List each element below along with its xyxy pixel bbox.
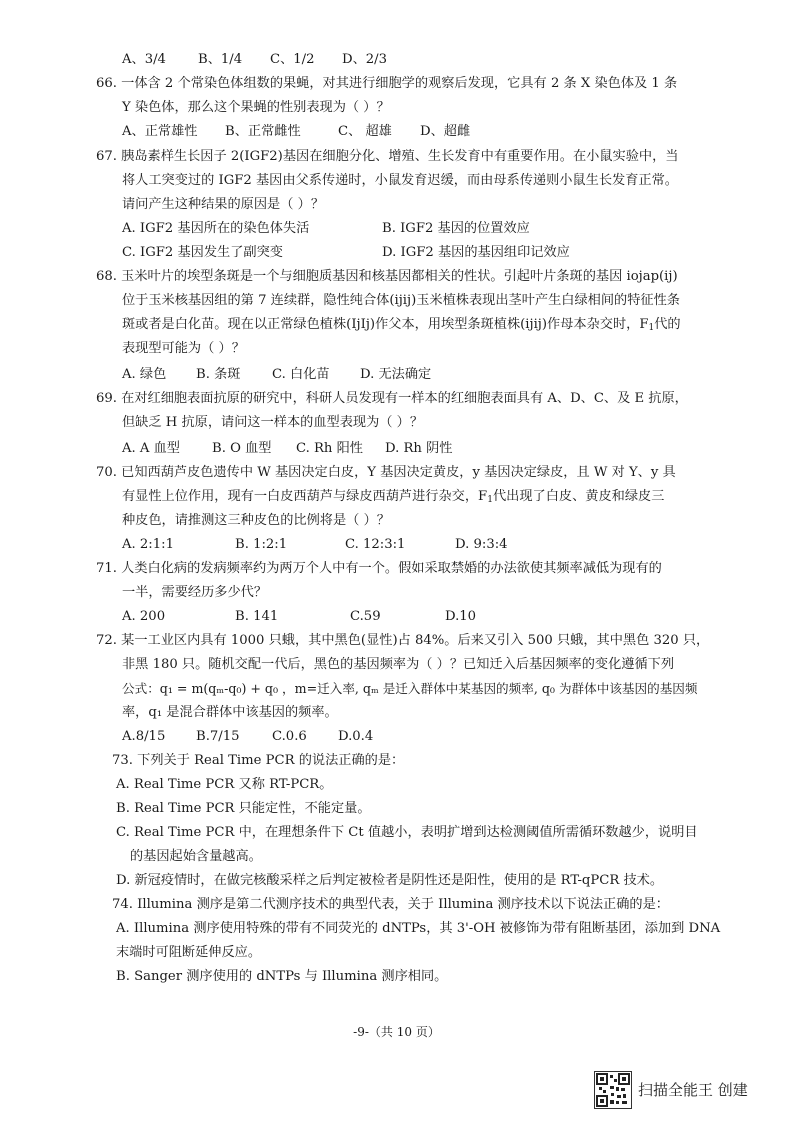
- q68-option-d: D. 无法确定: [360, 367, 432, 382]
- q65-option-d: D、2/3: [342, 52, 387, 67]
- q72-stem-line2: 非黑 180 只。随机交配一代后，黑色的基因频率为（ ）？已知迁入后基因频率的变化遵循下列: [122, 657, 675, 672]
- q65-option-c: C、1/2: [270, 52, 315, 67]
- q73-stem: 73. 下列关于 Real Time PCR 的说法正确的是：: [112, 753, 405, 768]
- q68-option-a: A. 绿色: [122, 367, 167, 382]
- q69-stem-line2: 但缺乏 H 抗原，请问这一样本的血型表现为（ ）？: [122, 415, 424, 430]
- page-number: -9-（共 10 页）: [353, 1025, 440, 1039]
- q68-option-c: C. 白化苗: [272, 367, 330, 382]
- q68-stem-line2: 位于玉米核基因组的第 7 连续群，隐性纯合体(ijij)玉米植株表现出茎叶产生白绿相间的特征性条: [122, 293, 680, 308]
- q71-option-c: C.59: [350, 609, 381, 624]
- q72-stem-line1: 72. 某一工业区内具有 1000 只蛾，其中黑色(显性)占 84%。后来又引入 500 只蛾，其中黑色 320 只，: [96, 633, 710, 648]
- q73-option-a: A. Real Time PCR 又称 RT-PCR。: [116, 777, 333, 792]
- q66-option-b: B、正常雌性: [225, 124, 301, 139]
- q73-option-c-line1: C. Real Time PCR 中，在理想条件下 Ct 值越小，表明扩增到达检测阈值所需循环数越少，说明目: [116, 825, 698, 840]
- q66-option-a: A、正常雄性: [122, 124, 198, 139]
- q71-option-a: A. 200: [122, 609, 166, 624]
- q69-option-b: B. O 血型: [212, 441, 272, 456]
- q70-stem-line2: 有显性上位作用，现有一白皮西葫芦与绿皮西葫芦进行杂交，$F_1$代出现了白皮、黄皮和绿皮三: [122, 489, 665, 505]
- q73-option-b: B. Real Time PCR 只能定性，不能定量。: [116, 801, 371, 816]
- q72-option-c: C.0.6: [272, 729, 307, 744]
- q74-option-a-line2: 末端时可阻断延伸反应。: [116, 945, 262, 960]
- q66-option-c: C、 超雄: [338, 124, 392, 139]
- q66-stem-line2: Y 染色体，那么这个果蝇的性别表现为（ ）？: [122, 100, 390, 115]
- q69-option-d: D. Rh 阴性: [385, 441, 453, 456]
- q67-stem-line3: 请问产生这种结果的原因是（ ）？: [122, 197, 325, 212]
- q72-stem-line3: 公式：q₁ = m(qₘ-q₀) + q₀ ，m=迁入率, qₘ 是迁入群体中某基因的频率, q₀ 为群体中该基因的基因频: [122, 681, 698, 696]
- q70-option-b: B. 1:2:1: [235, 537, 288, 552]
- q71-option-d: D.10: [445, 609, 477, 624]
- q67-option-b: B. IGF2 基因的位置效应: [382, 221, 530, 236]
- q68-option-b: B. 条斑: [196, 367, 241, 382]
- q67-stem-line1: 67. 胰岛素样生长因子 2(IGF2)基因在细胞分化、增殖、生长发育中有重要作用。在小鼠实验中，当: [96, 149, 679, 164]
- q72-option-a: A.8/15: [122, 729, 166, 744]
- q74-option-a-line1: A. Illumina 测序使用特殊的带有不同荧光的 dNTPs，其 3'-OH 被修饰为带有阻断基团，添加到 DNA: [116, 921, 721, 936]
- q70-option-c: C. 12:3:1: [345, 537, 406, 552]
- q70-option-d: D. 9:3:4: [455, 537, 508, 552]
- q72-option-d: D.0.4: [338, 729, 374, 744]
- q73-option-c-line2: 的基因起始含量越高。: [130, 849, 262, 864]
- scanner-watermark: [594, 1071, 784, 1111]
- q69-stem-line1: 69. 在对红细胞表面抗原的研究中，科研人员发现有一样本的红细胞表面具有 A、D、C、及 E 抗原，: [96, 391, 688, 406]
- q73-option-d: D. 新冠疫情时，在做完核酸采样之后判定被检者是阴性还是阳性，使用的是 RT-qPCR 技术。: [116, 873, 664, 888]
- q65-option-a: A、3/4: [122, 52, 166, 67]
- q70-stem-line1: 70. 已知西葫芦皮色遗传中 W 基因决定白皮，Y 基因决定黄皮，y 基因决定绿皮，且 W 对 Y、y 具: [96, 465, 676, 480]
- q67-option-a: A. IGF2 基因所在的染色体失活: [122, 221, 310, 236]
- q67-stem-line2: 将人工突变过的 IGF2 基因由父系传递时，小鼠发育迟缓，而由母系传递则小鼠生长发育正常。: [122, 173, 678, 188]
- q68-stem-line3: 斑或者是白化苗。现在以正常绿色植株(IjIj)作父本，用埃型条斑植株(ijij)作母本杂交时，$F_1$代的: [122, 317, 681, 333]
- q72-stem-line4: 率，q₁ 是混合群体中该基因的频率。: [122, 705, 338, 720]
- q71-stem-line1: 71. 人类白化病的发病频率约为两万个人中有一个。假如采取禁婚的办法欲使其频率减低为现有的: [96, 561, 662, 576]
- q67-option-d: D. IGF2 基因的基因组印记效应: [382, 245, 570, 260]
- q71-option-b: B. 141: [235, 609, 279, 624]
- q74-stem: 74. Illumina 测序是第二代测序技术的典型代表，关于 Illumina 测序技术以下说法正确的是：: [112, 897, 669, 912]
- q70-stem-line3: 种皮色，请推测这三种皮色的比例将是（ ）？: [122, 513, 390, 528]
- watermark-text: 扫描全能王 创建: [638, 1081, 748, 1099]
- q66-stem-line1: 66. 一体含 2 个常染色体组数的果蝇，对其进行细胞学的观察后发现，它具有 2 条 X 染色体及 1 条: [96, 76, 678, 91]
- q67-option-c: C. IGF2 基因发生了副突变: [122, 245, 283, 260]
- q69-option-c: C. Rh 阳性: [296, 441, 363, 456]
- q65-option-b: B、1/4: [198, 52, 243, 67]
- q69-option-a: A. A 血型: [122, 441, 180, 456]
- q71-stem-line2: 一半，需要经历多少代？: [122, 585, 268, 600]
- q70-option-a: A. 2:1:1: [122, 537, 174, 552]
- q74-option-b: B. Sanger 测序使用的 dNTPs 与 Illumina 测序相同。: [116, 969, 448, 984]
- q66-option-d: D、超雌: [420, 124, 471, 139]
- q68-stem-line1: 68. 玉米叶片的埃型条斑是一个与细胞质基因和核基因都相关的性状。引起叶片条斑的基因 iojap(ij): [96, 269, 678, 284]
- qr-code-icon: [594, 1071, 632, 1109]
- q72-option-b: B.7/15: [196, 729, 240, 744]
- q68-stem-line4: 表现型可能为（ ）？: [122, 341, 245, 356]
